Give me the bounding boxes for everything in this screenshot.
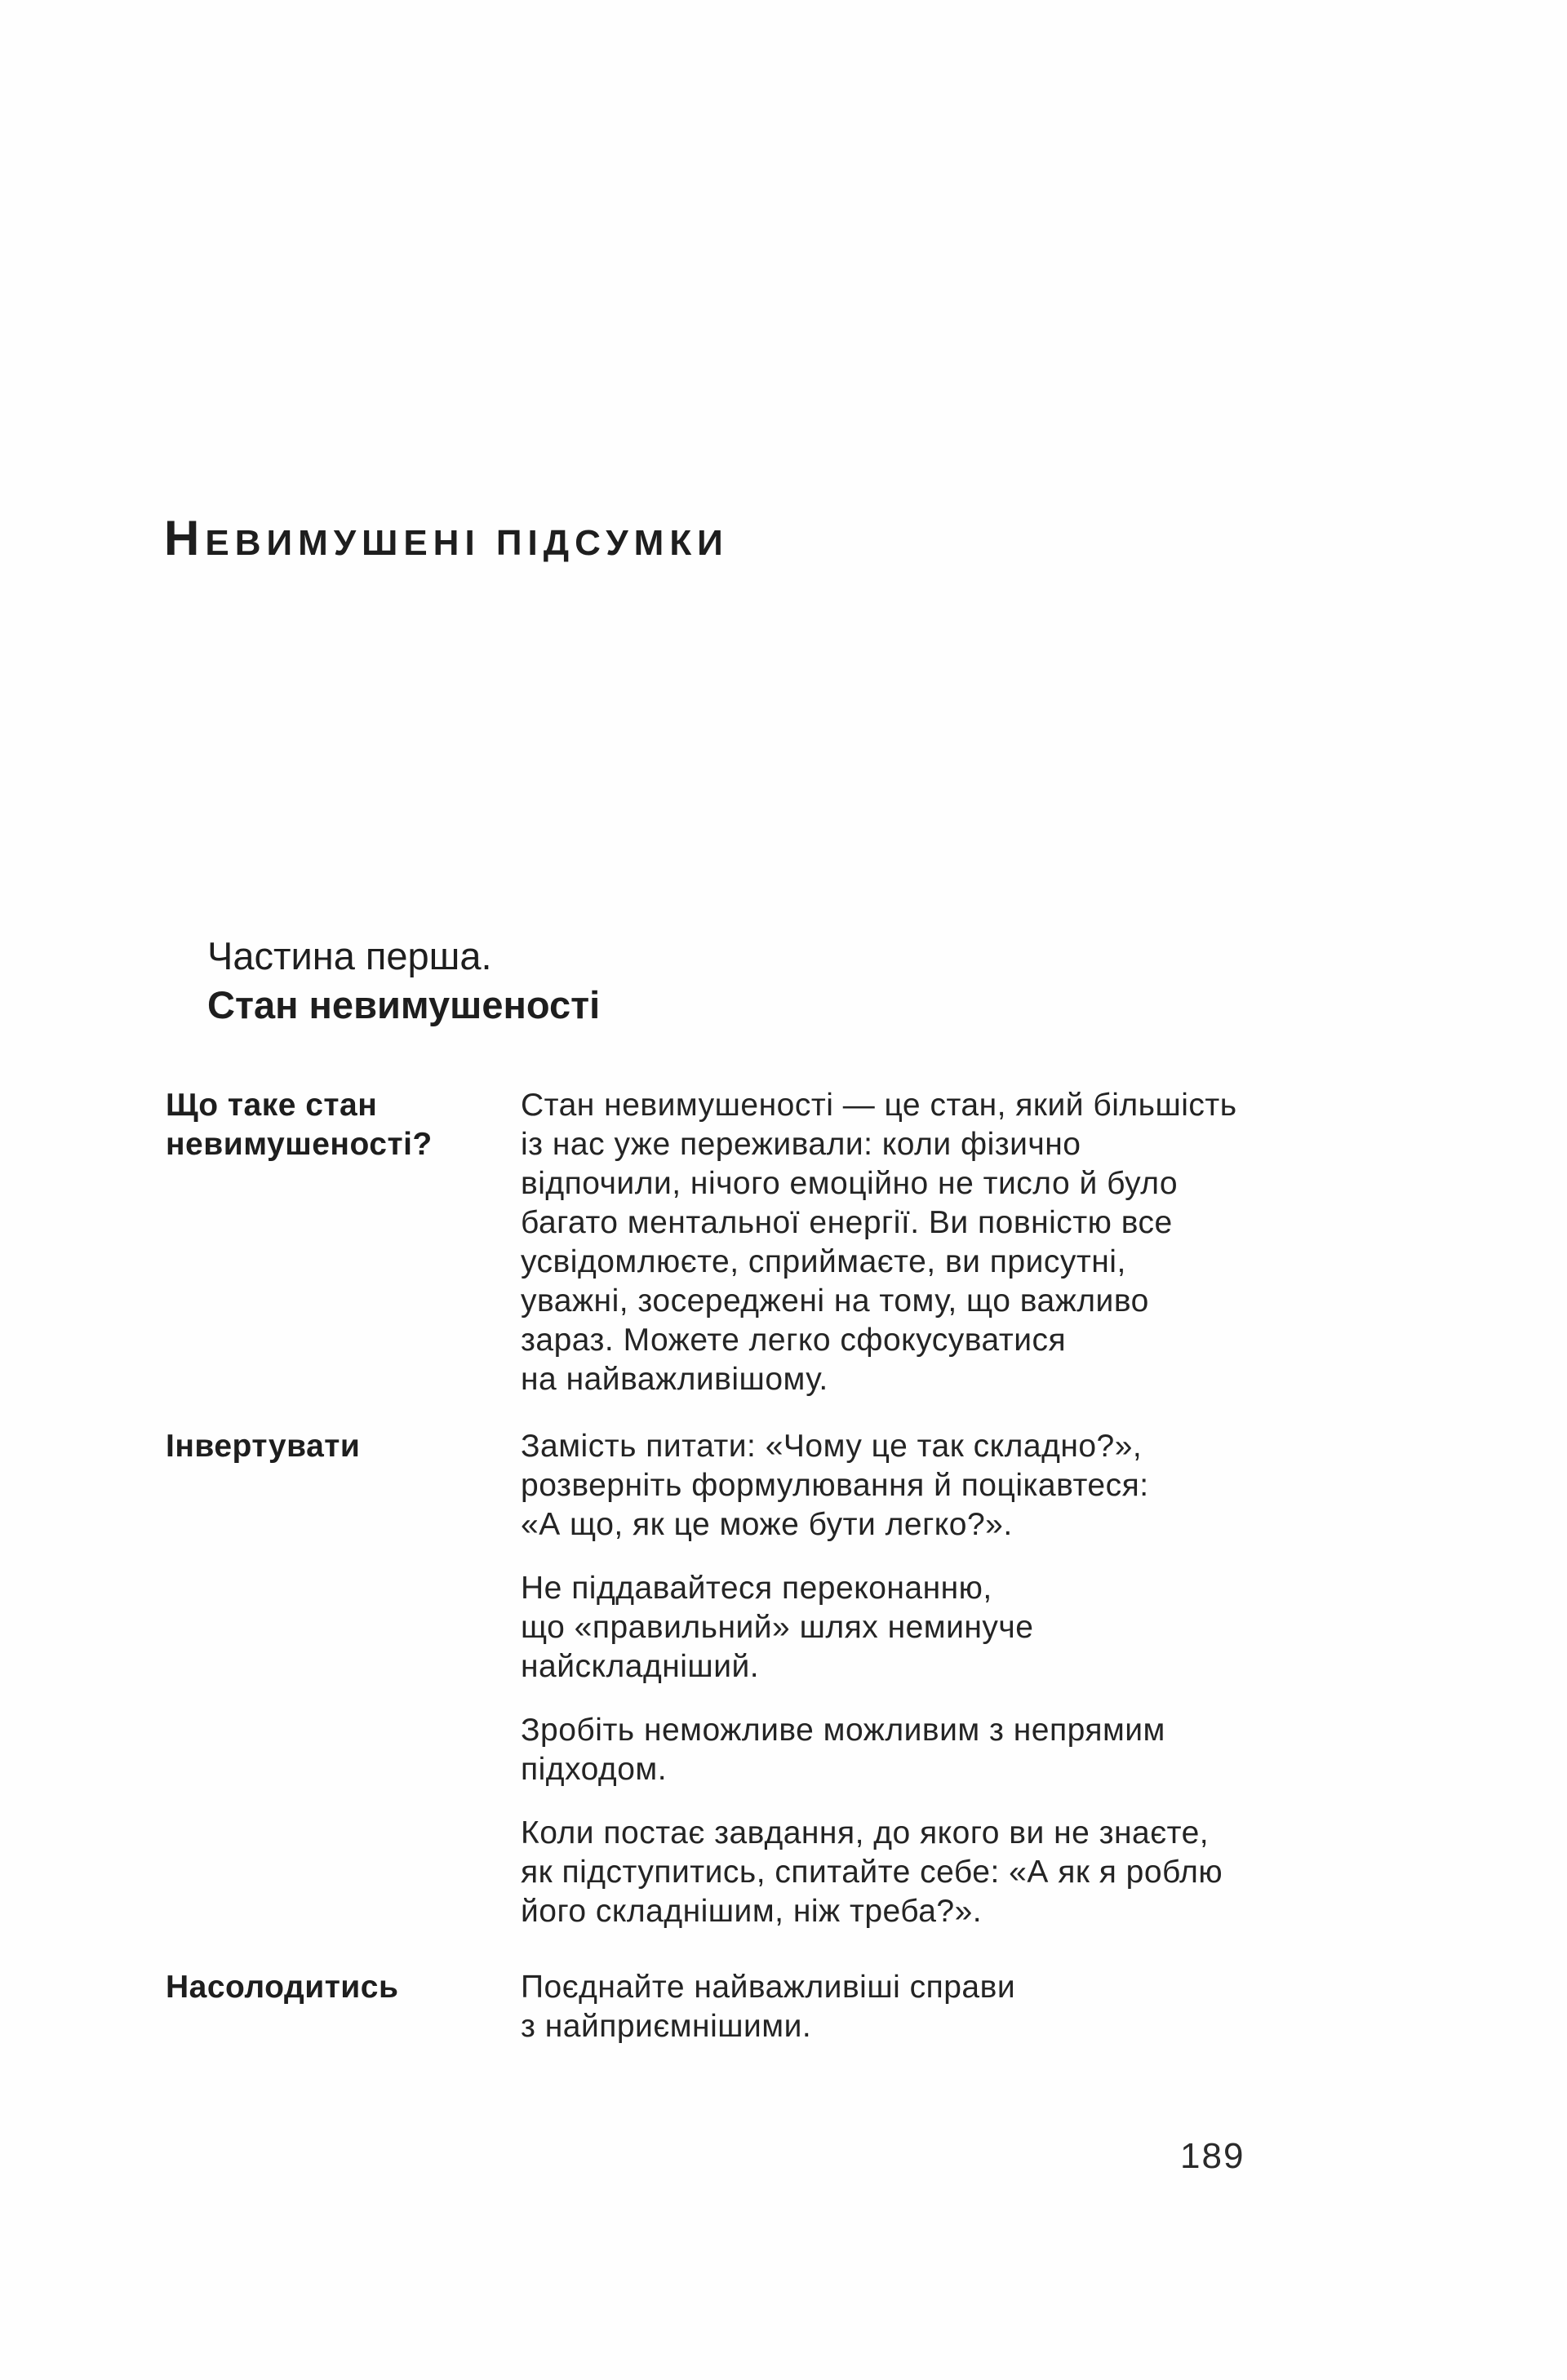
part-label: Частина перша. [207, 934, 492, 977]
text-line: Не піддавайтеся переконанню, [521, 1571, 992, 1606]
term-line: Інвертувати [166, 1429, 361, 1464]
definition-paragraph [521, 1814, 1223, 1931]
definition-paragraph [521, 1711, 1223, 1789]
definition-paragraph [521, 1968, 1015, 2046]
text-line: відпочили, нічого емоційно не тисло й було [521, 1166, 1179, 1201]
text-line: усвідомлюєте, сприймаєте, ви присутні, [521, 1244, 1126, 1279]
glossary-definition [521, 1086, 1237, 1399]
text-line: Коли постає завдання, до якого ви не знаєте, [521, 1815, 1210, 1850]
glossary-definition [521, 1427, 1223, 1931]
definition-paragraph [521, 1086, 1237, 1399]
part-heading [207, 932, 600, 1030]
text-line: уважні, зосереджені на тому, що важливо [521, 1283, 1149, 1319]
text-line: Замість питати: «Чому це так складно?», [521, 1429, 1143, 1464]
text-line: розверніть формулювання й поцікавтеся: [521, 1468, 1149, 1503]
page-number: 189 [1180, 2136, 1245, 2176]
text-line: Зробіть неможливе можливим з непрямим [521, 1713, 1165, 1748]
glossary-term [166, 1086, 433, 1164]
text-line: багато ментальної енергії. Ви повністю все [521, 1205, 1173, 1240]
text-line: з найприємнішими. [521, 2009, 812, 2044]
text-line: зараз. Можете легко сфокусуватися [521, 1323, 1067, 1358]
text-line: із нас уже переживали: коли фізично [521, 1127, 1081, 1162]
text-line: Стан невимушеності — це стан, який більшість [521, 1088, 1237, 1123]
text-line: що «правильний» шлях неминуче [521, 1610, 1034, 1645]
glossary-definition [521, 1968, 1015, 2046]
chapter-title: НЕВИМУШЕНІ ПІДСУМКИ [164, 511, 729, 566]
text-line: як підступитись, спитайте себе: «А як я роблю [521, 1855, 1223, 1890]
text-line: Поєднайте найважливіші справи [521, 1970, 1016, 2005]
definition-paragraph [521, 1427, 1223, 1545]
text-line: найскладніший. [521, 1649, 760, 1684]
text-line: «А що, як це може бути легко?». [521, 1507, 1013, 1542]
text-line: його складнішим, ніж треба?». [521, 1894, 983, 1929]
term-line: Що таке стан [166, 1088, 378, 1123]
part-title: Стан невимушеності [207, 983, 601, 1026]
glossary-term [166, 1427, 360, 1466]
term-line: Насолодитись [166, 1970, 399, 2005]
text-line: підходом. [521, 1752, 668, 1787]
text-line: на найважливішому. [521, 1362, 828, 1397]
glossary-term [166, 1968, 398, 2007]
definition-paragraph [521, 1569, 1223, 1686]
term-line: невимушеності? [166, 1127, 433, 1162]
